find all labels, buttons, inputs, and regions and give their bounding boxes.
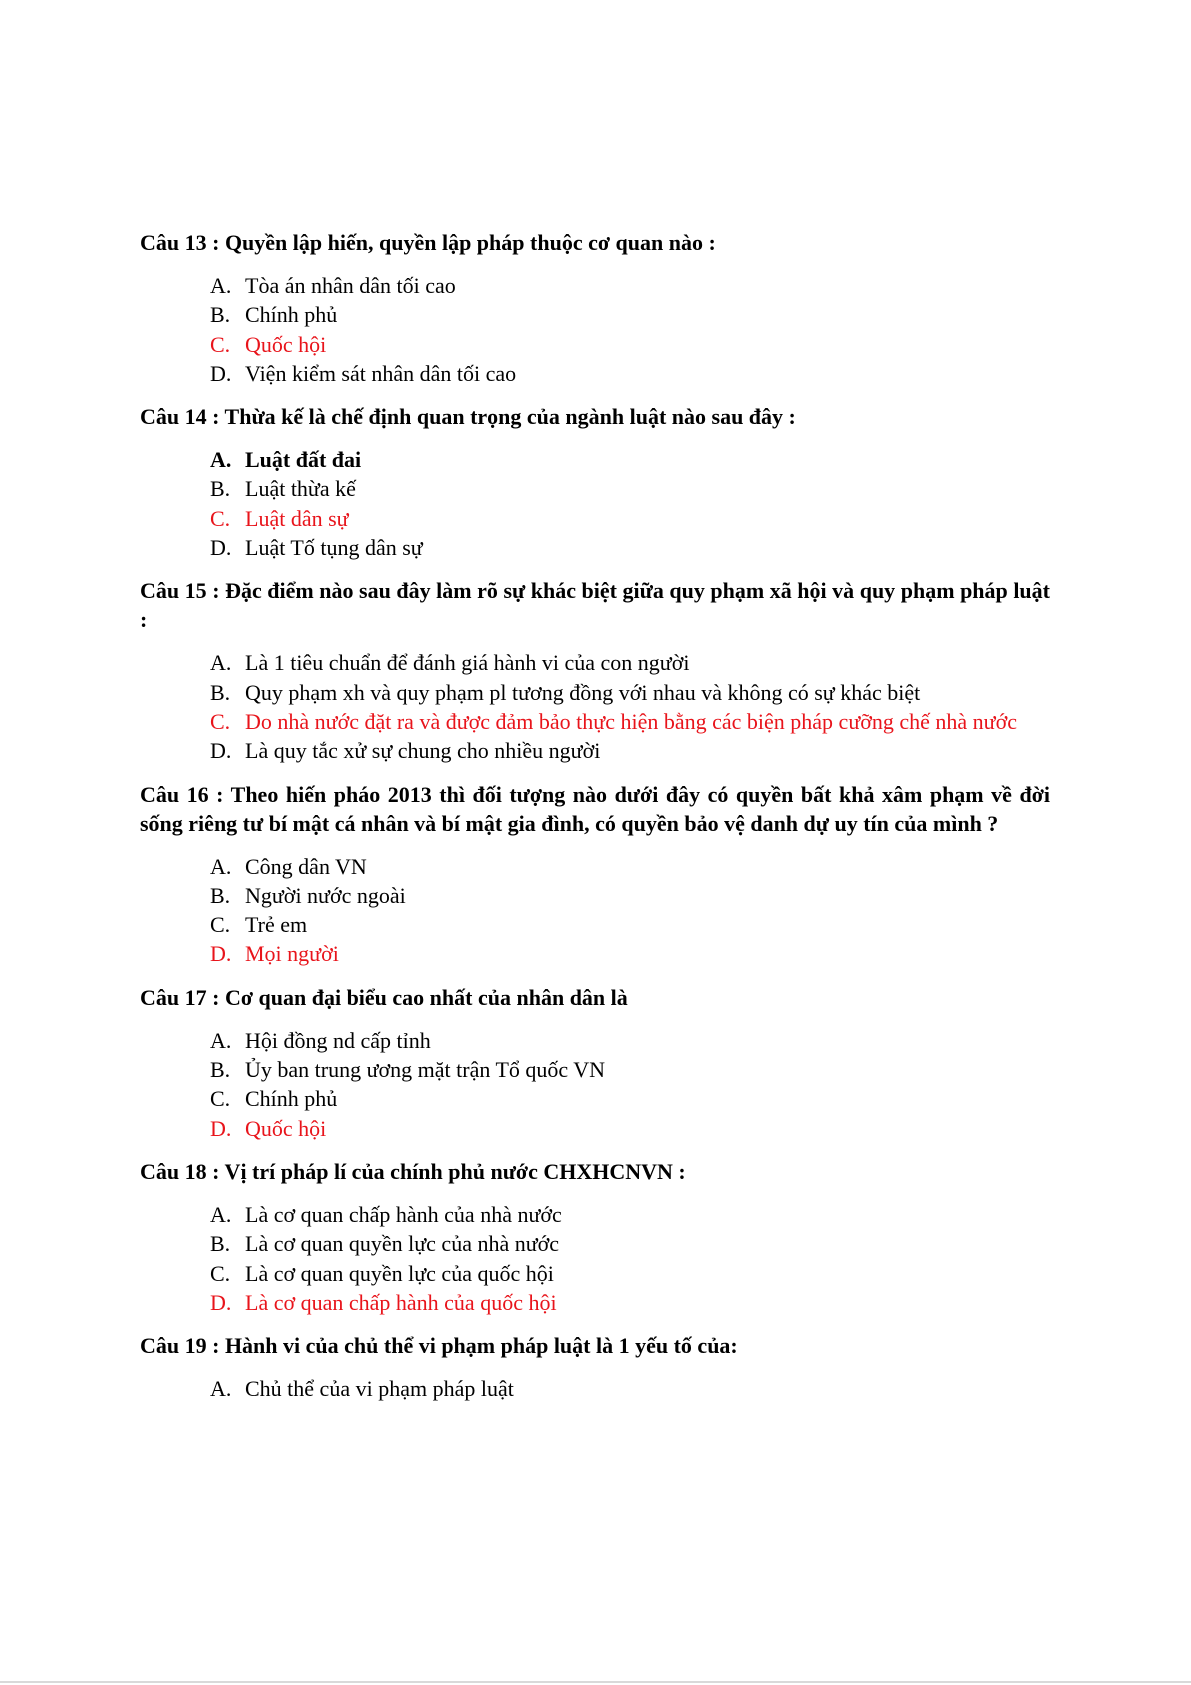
- answer-options: [140, 852, 1050, 969]
- answer-option-b: [140, 1229, 1050, 1258]
- answer-option-d-correct: [140, 1114, 1050, 1143]
- option-text: Luật dân sự: [245, 505, 349, 531]
- answer-option-b: [140, 474, 1050, 503]
- option-letter: C.: [210, 331, 231, 357]
- question-13: [140, 228, 1050, 388]
- answer-option-d: [140, 359, 1050, 388]
- question-text: Câu 14 : Thừa kế là chế định quan trọng của ngành luật nào sau đây :: [140, 404, 796, 430]
- answer-option-d-correct: [140, 1288, 1050, 1317]
- option-text: Chính phủ: [245, 302, 338, 328]
- option-letter: D.: [210, 360, 232, 386]
- question-list: [140, 228, 1050, 1417]
- answer-option-a: [140, 1026, 1050, 1055]
- option-letter: B.: [210, 302, 231, 328]
- answer-option-a: [140, 648, 1050, 677]
- answer-option-d: [140, 533, 1050, 562]
- option-text: Là cơ quan quyền lực của nhà nước: [245, 1231, 560, 1257]
- question-15: [140, 576, 1050, 765]
- answer-option-a: [140, 1374, 1050, 1403]
- option-text: Chính phủ: [245, 1086, 338, 1112]
- question-text: Câu 16 : Theo hiến pháo 2013 thì đối tượng nào dưới đây có quyền bất khả xâm phạm về đời sống riêng tư bí mật cá nhân và bí mật gia đình, có quyền bảo vệ danh dự uy tín của mình ?: [140, 781, 1050, 836]
- option-letter: C.: [210, 1086, 231, 1112]
- option-letter: D.: [210, 738, 232, 764]
- question-text: Câu 19 : Hành vi của chủ thể vi phạm pháp luật là 1 yếu tố của:: [140, 1333, 738, 1359]
- answer-options: [140, 1026, 1050, 1143]
- answer-option-b: [140, 678, 1050, 707]
- option-text: Mọi người: [245, 941, 339, 967]
- answer-option-a: [140, 445, 1050, 474]
- question-text: Câu 13 : Quyền lập hiến, quyền lập pháp thuộc cơ quan nào :: [140, 230, 716, 255]
- answer-options: [140, 1374, 1050, 1403]
- option-letter: A.: [210, 853, 232, 879]
- answer-option-c: [140, 1259, 1050, 1288]
- option-text: Là cơ quan chấp hành của nhà nước: [245, 1201, 562, 1227]
- answer-option-a: [140, 852, 1050, 881]
- option-text: Luật thừa kế: [245, 476, 356, 502]
- answer-option-d: [140, 736, 1050, 765]
- option-text: Luật Tố tụng dân sự: [245, 535, 423, 561]
- answer-option-c: [140, 910, 1050, 939]
- answer-options: [140, 1200, 1050, 1317]
- answer-option-a: [140, 1200, 1050, 1229]
- question-text: Câu 17 : Cơ quan đại biểu cao nhất của nhân dân là: [140, 984, 628, 1010]
- option-text: Trẻ em: [245, 912, 308, 938]
- question-14: [140, 402, 1050, 562]
- answer-option-c-correct: [140, 330, 1050, 359]
- question-19: [140, 1331, 1050, 1403]
- answer-option-c-correct: [140, 504, 1050, 533]
- question-text: Câu 18 : Vị trí pháp lí của chính phủ nước CHXHCNVN :: [140, 1158, 686, 1184]
- option-text: Quy phạm xh và quy phạm pl tương đồng với nhau và không có sự khác biệt: [245, 679, 921, 705]
- option-letter: B.: [210, 679, 231, 705]
- option-text: Công dân VN: [245, 853, 367, 879]
- answer-option-d-correct: [140, 939, 1050, 968]
- option-letter: B.: [210, 1231, 231, 1257]
- option-letter: D.: [210, 1115, 232, 1141]
- option-text: Ủy ban trung ương mặt trận Tổ quốc VN: [245, 1057, 606, 1083]
- question-18: [140, 1157, 1050, 1317]
- answer-option-b: [140, 881, 1050, 910]
- answer-option-c-correct: [140, 707, 1050, 736]
- question-17: [140, 983, 1050, 1143]
- option-text: Luật đất đai: [245, 447, 362, 473]
- answer-options: [140, 648, 1050, 765]
- option-letter: D.: [210, 941, 232, 967]
- answer-option-b: [140, 300, 1050, 329]
- option-letter: C.: [210, 505, 231, 531]
- option-letter: A.: [210, 273, 232, 298]
- option-letter: D.: [210, 535, 232, 561]
- option-letter: D.: [210, 1289, 232, 1315]
- option-text: Quốc hội: [245, 1115, 327, 1141]
- answer-options: [140, 445, 1050, 562]
- option-text: Chủ thể của vi phạm pháp luật: [245, 1376, 514, 1402]
- option-letter: A.: [210, 650, 232, 676]
- option-text: Do nhà nước đặt ra và được đảm bảo thực hiện bằng các biện pháp cưỡng chế nhà nước: [245, 708, 1017, 734]
- option-text: Tòa án nhân dân tối cao: [245, 273, 456, 298]
- question-text: Câu 15 : Đặc điểm nào sau đây làm rõ sự khác biệt giữa quy phạm xã hội và quy phạm pháp luật :: [140, 578, 1050, 633]
- answer-option-c: [140, 1084, 1050, 1113]
- option-letter: A.: [210, 1376, 232, 1402]
- answer-option-b: [140, 1055, 1050, 1084]
- page-bottom-divider: [0, 1681, 1191, 1683]
- option-text: Là cơ quan quyền lực của quốc hội: [245, 1260, 554, 1286]
- question-16: [140, 780, 1050, 969]
- option-text: Là cơ quan chấp hành của quốc hội: [245, 1289, 557, 1315]
- option-letter: A.: [210, 1027, 232, 1053]
- option-text: Người nước ngoài: [245, 882, 406, 908]
- option-text: Quốc hội: [245, 331, 327, 357]
- option-letter: B.: [210, 476, 231, 502]
- option-letter: B.: [210, 1057, 231, 1083]
- option-text: Hội đồng nd cấp tỉnh: [245, 1027, 431, 1053]
- answer-option-a: [140, 271, 1050, 300]
- option-letter: A.: [210, 447, 232, 473]
- answer-options: [140, 271, 1050, 388]
- option-text: Là quy tắc xử sự chung cho nhiều người: [245, 738, 601, 764]
- option-letter: C.: [210, 708, 231, 734]
- option-text: Là 1 tiêu chuẩn để đánh giá hành vi của con người: [245, 650, 690, 676]
- option-text: Viện kiểm sát nhân dân tối cao: [245, 360, 517, 386]
- option-letter: C.: [210, 912, 231, 938]
- option-letter: A.: [210, 1201, 232, 1227]
- option-letter: B.: [210, 882, 231, 908]
- option-letter: C.: [210, 1260, 231, 1286]
